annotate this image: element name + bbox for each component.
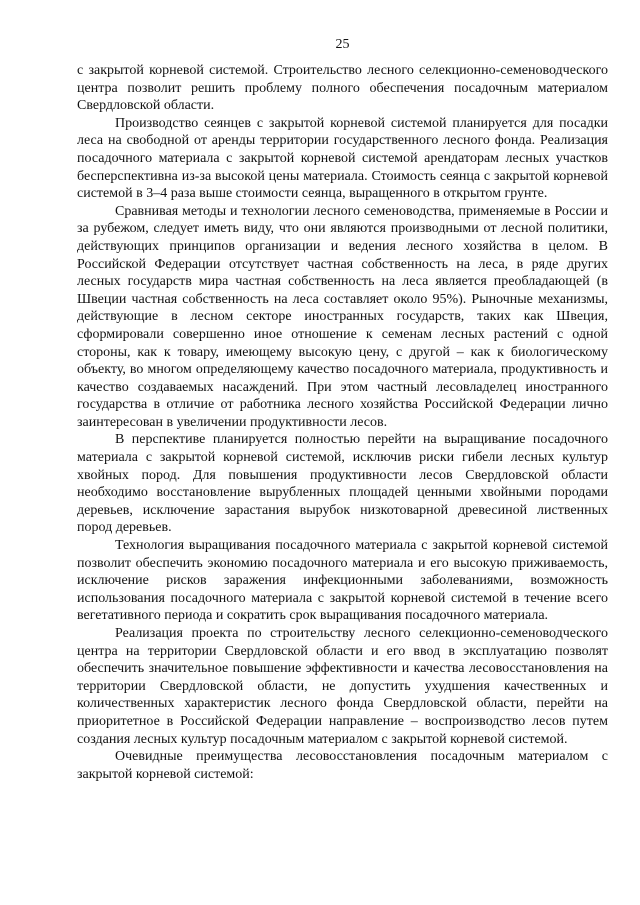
paragraph-seedling-production: Производство сеянцев с закрытой корневой системой планируется для посадки леса на свободной от аренды территории государственного лесного фонда. Реализация посадочного материала с закрытой корневой системой арендаторам лесных участков бесперспективна из-за высокой цены материала. Стоимость сеянца с закрытой корневой системой в 3–4 раза выше стоимости сеянца, выращенного в открытом грунте. (77, 115, 608, 202)
paragraph-technology: Технология выращивания посадочного материала с закрытой корневой системой позволит обеспечить экономию посадочного материала и его высокую приживаемость, исключение рисков заражения инфекционными заболеваниями, возможность использования посадочного материала с закрытой корневой системой в течение всего вегетативного периода и сократить срок выращивания посадочного материала. (77, 538, 608, 624)
paragraph-advantages: Очевидные преимущества лесовосстановления посадочным материалом с закрытой корневой системой: (77, 749, 608, 782)
paragraph-continuation: с закрытой корневой системой. Строительство лесного селекционно-семеноводческого центра позволит решить проблему полного обеспечения посадочным материалом Свердловской области. (77, 63, 608, 114)
paragraph-methods-comparison: Сравнивая методы и технологии лесного семеноводства, применяемые в России и за рубежом, следует иметь виду, что они являются производными от лесной политики, действующих принципов организации и ведения лесного хозяйства в целом. В Российской Федерации отсутствует частная собственность на леса, в ряде других лесных государств мира частная собственность на леса является преобладающей (в Швеции частная собственность на леса составляет около 95%). Рыночные механизмы, действующие в лесном секторе иностранных государств, таких как Швеция, сформировали совершенно иное отношение к семенам лесных растений с одной стороны, как к товару, имеющему высокую цену, с другой – как к биологическому объекту, во многом определяющему качество посадочного материала, продуктивность и качество создаваемых насаждений. При этом частный лесовладелец иностранного государства в отличие от работника лесного хозяйства Российской Федерации лично заинтересован в увеличении продуктивности лесов. (77, 203, 608, 430)
page-number: 25 (335, 37, 350, 52)
paragraph-project-implementation: Реализация проекта по строительству лесного селекционно-семеноводческого центра на территории Свердловской области и его ввод в эксплуатацию позволят обеспечить значительное повышение эффективности и качества лесовосстановления на территории Свердловской области, не допустить ухудшения качественных и количественных характеристик лесного фонда Свердловской области, перейти на приоритетное в Российской Федерации направление – воспроизводство лесов путем создания лесных культур посадочным материалом с закрытой корневой системой. (77, 626, 608, 747)
paragraph-perspective: В перспективе планируется полностью перейти на выращивание посадочного материала с закрытой корневой системой, исключив риски гибели лесных культур хвойных пород. Для повышения продуктивности лесов Свердловской области необходимо восстановление вырубленных площадей ценными хвойными породами деревьев, исключение зарастания вырубок низкотоварной древесиной лиственных пород деревьев. (77, 432, 608, 536)
